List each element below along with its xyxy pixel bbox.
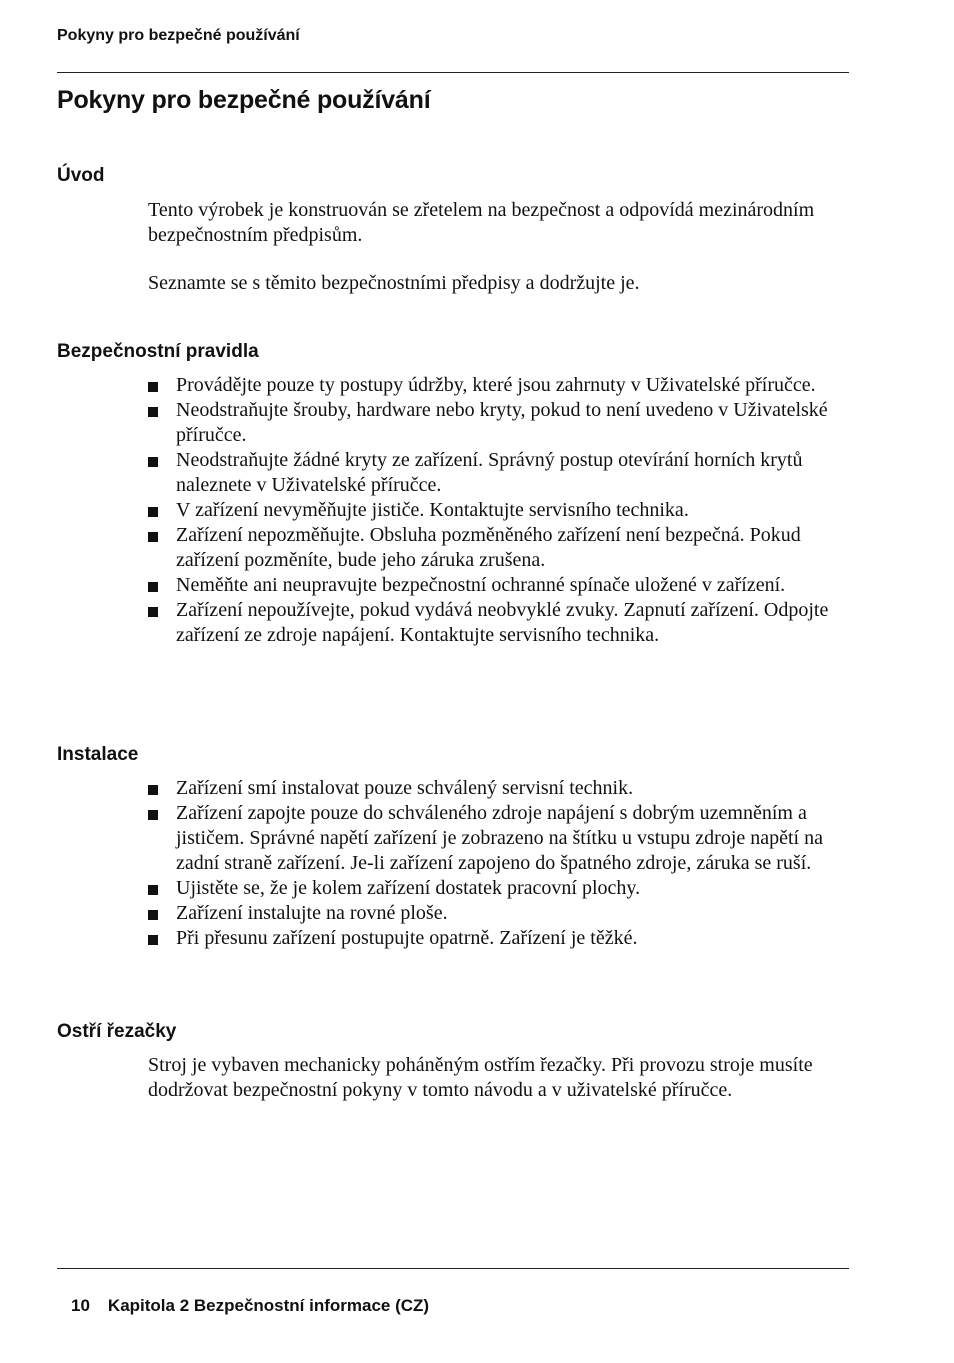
intro-paragraph: Seznamte se s těmito bezpečnostními předpisy a dodržujte je. <box>148 272 640 294</box>
chapter-title: Kapitola 2 Bezpečnostní informace (CZ) <box>107 1296 430 1315</box>
list-item <box>148 398 848 448</box>
running-header: Pokyny pro bezpečné používání <box>57 27 300 44</box>
section-heading-safety-rules: Bezpečnostní pravidla <box>57 341 259 362</box>
footer-rule <box>57 1268 849 1269</box>
list-item <box>148 373 848 398</box>
section-heading-installation: Instalace <box>57 744 139 765</box>
list-item-text: Zařízení nepozměňujte. Obsluha pozměněného zařízení není bezpečná. Pokud zařízení pozměníte, bude jeho záruka zrušena. <box>176 524 801 571</box>
bullet-square-icon <box>148 935 158 945</box>
list-item-text: Zařízení instalujte na rovné ploše. <box>176 902 448 924</box>
intro-body <box>148 198 848 296</box>
list-item-text: Zařízení zapojte pouze do schváleného zdroje napájení s dobrým uzemněním a jističem. Správné napětí zařízení je zobrazeno na štítku u vstupu zdroje napětí na zadní straně zařízení. Je-li zařízení zapojeno do špatného zdroje, záruka se ruší. <box>176 802 823 874</box>
bullet-square-icon <box>148 532 158 542</box>
section-heading-cutter-blades: Ostří řezačky <box>57 1021 177 1042</box>
bullet-square-icon <box>148 810 158 820</box>
list-item-text: Při přesunu zařízení postupujte opatrně. Zařízení je těžké. <box>176 927 638 949</box>
list-item <box>148 926 848 951</box>
bullet-square-icon <box>148 457 158 467</box>
bullet-square-icon <box>148 910 158 920</box>
bullet-square-icon <box>148 785 158 795</box>
list-item <box>148 901 848 926</box>
page-title: Pokyny pro bezpečné používání <box>57 86 431 114</box>
bullet-square-icon <box>148 582 158 592</box>
list-item-text: Provádějte pouze ty postupy údržby, které jsou zahrnuty v Uživatelské příručce. <box>176 374 816 396</box>
list-item <box>148 523 848 573</box>
list-item-text: Neodstraňujte šrouby, hardware nebo kryty, pokud to není uvedeno v Uživatelské příručce. <box>176 399 828 446</box>
bullet-square-icon <box>148 507 158 517</box>
list-item-text: Zařízení nepoužívejte, pokud vydává neobvyklé zvuky. Zapnutí zařízení. Odpojte zařízení ze zdroje napájení. Kontaktujte servisního technika. <box>176 599 829 646</box>
list-item <box>148 876 848 901</box>
list-item-text: Ujistěte se, že je kolem zařízení dostatek pracovní plochy. <box>176 877 641 899</box>
list-item <box>148 776 848 801</box>
bullet-square-icon <box>148 382 158 392</box>
list-item-text: V zařízení nevyměňujte jističe. Kontaktujte servisního technika. <box>176 499 689 521</box>
installation-list <box>148 776 848 951</box>
cutter-blades-body <box>148 1053 848 1103</box>
list-item <box>148 448 848 498</box>
list-item-text: Neměňte ani neupravujte bezpečnostní ochranné spínače uložené v zařízení. <box>176 574 786 596</box>
page-footer <box>71 1296 429 1316</box>
page-number: 10 <box>71 1296 90 1315</box>
bullet-square-icon <box>148 885 158 895</box>
safety-rules-list <box>148 373 848 648</box>
list-item <box>148 498 848 523</box>
list-item-text: Neodstraňujte žádné kryty ze zařízení. Správný postup otevírání horních krytů naleznete v Uživatelské příručce. <box>176 449 803 496</box>
list-item <box>148 801 848 876</box>
bullet-square-icon <box>148 607 158 617</box>
list-item-text: Zařízení smí instalovat pouze schválený servisní technik. <box>176 777 634 799</box>
list-item <box>148 598 848 648</box>
bullet-square-icon <box>148 407 158 417</box>
cutter-blades-paragraph: Stroj je vybaven mechanicky poháněným ostřím řezačky. Při provozu stroje musíte dodržovat bezpečnostní pokyny v tomto návodu a v uživatelské příručce. <box>148 1054 813 1101</box>
header-rule <box>57 72 849 73</box>
intro-paragraph: Tento výrobek je konstruován se zřetelem na bezpečnost a odpovídá mezinárodním bezpečnostním předpisům. <box>148 199 815 246</box>
section-heading-intro: Úvod <box>57 165 105 186</box>
list-item <box>148 573 848 598</box>
